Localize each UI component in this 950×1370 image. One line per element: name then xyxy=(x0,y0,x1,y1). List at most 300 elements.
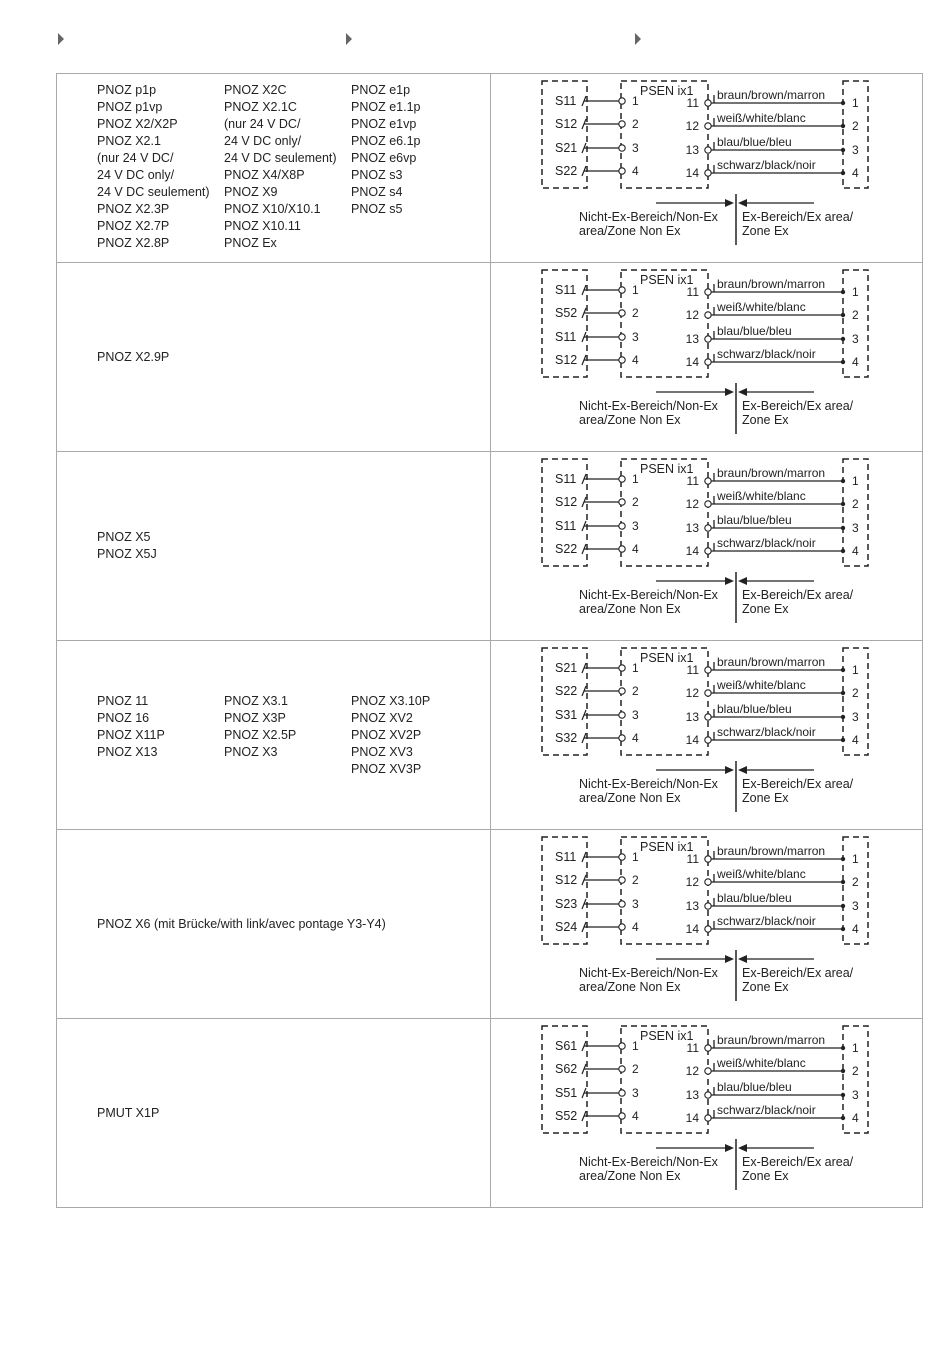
wire-end xyxy=(841,290,845,294)
terminal-contact xyxy=(619,1113,625,1119)
wire-color-label: schwarz/black/noir xyxy=(717,1103,816,1117)
sensor-terminal-number: 14 xyxy=(685,1111,699,1125)
ex-terminal-number: 3 xyxy=(852,899,859,913)
ex-terminal-number: 2 xyxy=(852,1064,859,1078)
terminal-contact xyxy=(619,287,625,293)
wiring-diagram xyxy=(491,830,924,1018)
arrow-head xyxy=(725,388,734,396)
wire-color-label: schwarz/black/noir xyxy=(717,158,816,172)
ex-terminal-number: 4 xyxy=(852,544,859,558)
ex-terminal-number: 1 xyxy=(852,285,859,299)
sensor-terminal-number: 11 xyxy=(686,96,699,110)
sensor-label: PSEN ix1 xyxy=(640,840,694,854)
sensor-terminal-number: 12 xyxy=(685,119,699,133)
arrow-head xyxy=(725,766,734,774)
terminal-contact xyxy=(619,546,625,552)
wire-end xyxy=(841,148,845,152)
device-list-cell xyxy=(57,1019,491,1208)
device-name: PNOZ X2.9P xyxy=(97,350,170,364)
device-name: PNOZ e1vp xyxy=(351,117,417,131)
input-terminal-label: S11 xyxy=(555,472,577,486)
device-name: PNOZ X2.5P xyxy=(224,728,297,742)
wire-end xyxy=(841,101,845,105)
device-terminal-number: 2 xyxy=(632,495,639,509)
device-name: PNOZ X3P xyxy=(224,711,286,725)
wire-color-label: blau/blue/bleu xyxy=(717,891,792,905)
arrow-head xyxy=(725,199,734,207)
terminal-contact xyxy=(705,737,711,743)
wire-color-label: braun/brown/marron xyxy=(717,844,826,858)
device-list-cell xyxy=(57,263,491,452)
input-terminal-label: S21 xyxy=(555,661,578,675)
device-list-cell xyxy=(57,830,491,1019)
device-name: PNOZ XV2P xyxy=(351,728,422,742)
wire-color-label: blau/blue/bleu xyxy=(717,702,792,716)
wire-color-label: braun/brown/marron xyxy=(717,88,826,102)
terminal-contact xyxy=(619,924,625,930)
wire-color-label: braun/brown/marron xyxy=(717,466,826,480)
terminal-contact xyxy=(619,854,625,860)
device-terminal-number: 4 xyxy=(632,920,639,934)
table-row xyxy=(57,830,923,1019)
wire-end xyxy=(841,1069,845,1073)
table-row xyxy=(57,641,923,830)
terminal-contact xyxy=(705,359,711,365)
wire-end xyxy=(841,1116,845,1120)
device-name: PNOZ 11 xyxy=(97,694,149,708)
wire-color-label: blau/blue/bleu xyxy=(717,513,792,527)
terminal-contact xyxy=(705,879,711,885)
device-terminal-number: 4 xyxy=(632,353,639,367)
terminal-contact xyxy=(705,548,711,554)
table-row xyxy=(57,452,923,641)
device-terminal-number: 1 xyxy=(632,850,639,864)
input-terminal-label: S11 xyxy=(555,283,577,297)
terminal-contact xyxy=(619,1043,625,1049)
ex-zone-label: Ex-Bereich/Ex area/ xyxy=(742,1155,854,1169)
wire-color-label: weiß/white/blanc xyxy=(717,111,806,125)
input-terminal-label: S61 xyxy=(555,1039,578,1053)
ex-terminal-number: 1 xyxy=(852,474,859,488)
terminal-contact xyxy=(705,1068,711,1074)
device-name: PNOZ X5 xyxy=(97,530,151,544)
terminal-contact xyxy=(619,688,625,694)
terminal-contact xyxy=(619,901,625,907)
device-terminal-number: 3 xyxy=(632,897,639,911)
wiring-diagram-cell xyxy=(491,452,923,641)
sensor-label: PSEN ix1 xyxy=(640,1029,694,1043)
ex-zone-label: Ex-Bereich/Ex area/ xyxy=(742,966,854,980)
terminal-contact xyxy=(705,147,711,153)
ex-zone-label: Zone Ex xyxy=(742,413,789,427)
device-terminal-number: 4 xyxy=(632,164,639,178)
wiring-diagram-cell xyxy=(491,830,923,1019)
ex-terminal-number: 3 xyxy=(852,143,859,157)
terminal-contact xyxy=(705,1092,711,1098)
device-column xyxy=(97,349,477,366)
wire-color-label: blau/blue/bleu xyxy=(717,324,792,338)
device-list-cell xyxy=(57,641,491,830)
input-terminal-label: S24 xyxy=(555,920,578,934)
ex-terminal-number: 1 xyxy=(852,96,859,110)
ex-zone-label: Ex-Bereich/Ex area/ xyxy=(742,210,854,224)
wiring-diagram-cell xyxy=(491,74,923,263)
device-name: PNOZ X2/X2P xyxy=(97,117,178,131)
device-terminal-number: 2 xyxy=(632,684,639,698)
device-column xyxy=(97,693,224,778)
sensor-label: PSEN ix1 xyxy=(640,651,694,665)
wire-end xyxy=(841,171,845,175)
arrow-head xyxy=(738,766,747,774)
ex-terminal-number: 4 xyxy=(852,166,859,180)
terminal-contact xyxy=(705,525,711,531)
wire-end xyxy=(841,857,845,861)
ex-terminal-number: 2 xyxy=(852,497,859,511)
terminal-contact xyxy=(619,665,625,671)
input-terminal-label: S12 xyxy=(555,495,578,509)
device-name: PNOZ p1p xyxy=(97,83,157,97)
sensor-terminal-number: 12 xyxy=(685,497,699,511)
arrow-head xyxy=(725,1144,734,1152)
sensor-terminal-number: 13 xyxy=(685,1088,699,1102)
sensor-label: PSEN ix1 xyxy=(640,84,694,98)
ex-zone-label: Ex-Bereich/Ex area/ xyxy=(742,777,854,791)
device-terminal-number: 3 xyxy=(632,330,639,344)
terminal-contact xyxy=(705,714,711,720)
sensor-terminal-number: 14 xyxy=(685,355,699,369)
input-terminal-label: S62 xyxy=(555,1062,578,1076)
device-name: (nur 24 V DC/ xyxy=(224,117,301,131)
wire-end xyxy=(841,715,845,719)
sensor-terminal-number: 14 xyxy=(685,733,699,747)
ex-terminal-number: 1 xyxy=(852,663,859,677)
arrow-head xyxy=(738,1144,747,1152)
device-name: PNOZ X4/X8P xyxy=(224,168,305,182)
ex-terminal-number: 4 xyxy=(852,355,859,369)
non-ex-zone-label: area/Zone Non Ex xyxy=(579,980,681,994)
device-column xyxy=(97,82,224,252)
device-name: PNOZ XV3P xyxy=(351,762,422,776)
input-terminal-label: S32 xyxy=(555,731,578,745)
wire-end xyxy=(841,360,845,364)
terminal-contact xyxy=(619,476,625,482)
wire-end xyxy=(841,904,845,908)
ex-terminal-number: 2 xyxy=(852,308,859,322)
device-name: PNOZ X5J xyxy=(97,547,157,561)
sensor-terminal-number: 12 xyxy=(685,1064,699,1078)
device-name: PNOZ e6.1p xyxy=(351,134,421,148)
table-row xyxy=(57,263,923,452)
terminal-contact xyxy=(619,1066,625,1072)
terminal-contact xyxy=(619,310,625,316)
table-row xyxy=(57,74,923,263)
arrow-head xyxy=(725,577,734,585)
wire-color-label: schwarz/black/noir xyxy=(717,347,816,361)
wiring-diagram xyxy=(491,74,924,262)
wire-end xyxy=(841,479,845,483)
device-name: PMUT X1P xyxy=(97,1106,160,1120)
wire-color-label: blau/blue/bleu xyxy=(717,135,792,149)
wire-color-label: schwarz/black/noir xyxy=(717,725,816,739)
device-terminal-number: 2 xyxy=(632,1062,639,1076)
non-ex-zone-label: area/Zone Non Ex xyxy=(579,224,681,238)
input-terminal-label: S12 xyxy=(555,873,578,887)
wire-color-label: braun/brown/marron xyxy=(717,277,826,291)
device-column xyxy=(224,82,351,252)
non-ex-zone-label: area/Zone Non Ex xyxy=(579,791,681,805)
sensor-terminal-number: 12 xyxy=(685,875,699,889)
terminal-contact xyxy=(705,100,711,106)
input-terminal-label: S22 xyxy=(555,684,578,698)
terminal-contact xyxy=(619,168,625,174)
non-ex-zone-label: Nicht-Ex-Bereich/Non-Ex xyxy=(579,777,718,791)
device-name: PNOZ Ex xyxy=(224,236,277,250)
sensor-terminal-number: 13 xyxy=(685,899,699,913)
sensor-terminal-number: 13 xyxy=(685,143,699,157)
device-name: PNOZ X2C xyxy=(224,83,287,97)
device-terminal-number: 3 xyxy=(632,1086,639,1100)
terminal-contact xyxy=(619,877,625,883)
device-name: PNOZ X11P xyxy=(97,728,165,742)
wire-end xyxy=(841,1046,845,1050)
device-name: PNOZ s4 xyxy=(351,185,403,199)
terminal-contact xyxy=(705,926,711,932)
sensor-terminal-number: 11 xyxy=(686,474,699,488)
terminal-contact xyxy=(705,690,711,696)
device-terminal-number: 1 xyxy=(632,94,639,108)
wire-end xyxy=(841,880,845,884)
section-marker-1 xyxy=(58,33,64,45)
sensor-terminal-number: 11 xyxy=(686,285,699,299)
ex-terminal-number: 3 xyxy=(852,332,859,346)
device-terminal-number: 2 xyxy=(632,306,639,320)
device-name: PNOZ X10.11 xyxy=(224,219,301,233)
device-name: 24 V DC seulement) xyxy=(224,151,337,165)
wire-color-label: weiß/white/blanc xyxy=(717,678,806,692)
ex-terminal-number: 3 xyxy=(852,710,859,724)
sensor-terminal-number: 11 xyxy=(686,1041,699,1055)
sensor-terminal-number: 12 xyxy=(685,686,699,700)
device-column xyxy=(351,693,491,778)
arrow-head xyxy=(725,955,734,963)
wire-end xyxy=(841,927,845,931)
device-column xyxy=(97,529,477,563)
wire-end xyxy=(841,549,845,553)
sensor-terminal-number: 12 xyxy=(685,308,699,322)
terminal-contact xyxy=(619,1090,625,1096)
device-name: PNOZ X9 xyxy=(224,185,278,199)
non-ex-zone-label: Nicht-Ex-Bereich/Non-Ex xyxy=(579,1155,718,1169)
device-name: 24 V DC only/ xyxy=(224,134,302,148)
input-terminal-label: S22 xyxy=(555,542,578,556)
device-column xyxy=(224,693,351,778)
input-terminal-label: S21 xyxy=(555,141,578,155)
ex-terminal-number: 3 xyxy=(852,521,859,535)
sensor-terminal-number: 14 xyxy=(685,544,699,558)
device-name: PNOZ e1p xyxy=(351,83,411,97)
device-terminal-number: 4 xyxy=(632,542,639,556)
wiring-diagram xyxy=(491,263,924,451)
input-terminal-label: S51 xyxy=(555,1086,578,1100)
device-name: PNOZ 16 xyxy=(97,711,150,725)
wire-end xyxy=(841,124,845,128)
arrow-head xyxy=(738,577,747,585)
ex-zone-label: Zone Ex xyxy=(742,224,789,238)
input-terminal-label: S11 xyxy=(555,850,577,864)
device-name: PNOZ XV2 xyxy=(351,711,413,725)
device-name: PNOZ p1vp xyxy=(97,100,163,114)
ex-terminal-number: 3 xyxy=(852,1088,859,1102)
device-column xyxy=(97,916,477,933)
ex-terminal-number: 2 xyxy=(852,686,859,700)
device-name: 24 V DC only/ xyxy=(97,168,175,182)
device-name: PNOZ X3.1 xyxy=(224,694,288,708)
arrow-head xyxy=(738,199,747,207)
terminal-contact xyxy=(705,501,711,507)
ex-terminal-number: 2 xyxy=(852,875,859,889)
non-ex-zone-label: Nicht-Ex-Bereich/Non-Ex xyxy=(579,588,718,602)
wire-color-label: weiß/white/blanc xyxy=(717,489,806,503)
device-terminal-number: 4 xyxy=(632,1109,639,1123)
terminal-contact xyxy=(619,357,625,363)
sensor-label: PSEN ix1 xyxy=(640,462,694,476)
device-terminal-number: 1 xyxy=(632,283,639,297)
wire-color-label: weiß/white/blanc xyxy=(717,867,806,881)
ex-terminal-number: 4 xyxy=(852,733,859,747)
terminal-contact xyxy=(705,478,711,484)
wiring-diagram-cell xyxy=(491,1019,923,1208)
terminal-contact xyxy=(619,499,625,505)
non-ex-zone-label: area/Zone Non Ex xyxy=(579,413,681,427)
sensor-terminal-number: 11 xyxy=(686,663,699,677)
terminal-contact xyxy=(619,121,625,127)
device-terminal-number: 4 xyxy=(632,731,639,745)
wire-color-label: schwarz/black/noir xyxy=(717,536,816,550)
wire-end xyxy=(841,502,845,506)
wiring-diagram-cell xyxy=(491,641,923,830)
terminal-contact xyxy=(705,903,711,909)
device-name: PNOZ X2.8P xyxy=(97,236,170,250)
wire-color-label: schwarz/black/noir xyxy=(717,914,816,928)
device-column xyxy=(97,1105,477,1122)
sensor-terminal-number: 14 xyxy=(685,166,699,180)
terminal-contact xyxy=(619,334,625,340)
device-terminal-number: 3 xyxy=(632,141,639,155)
device-column xyxy=(351,82,491,252)
terminal-contact xyxy=(705,1045,711,1051)
input-terminal-label: S11 xyxy=(555,519,577,533)
non-ex-zone-label: Nicht-Ex-Bereich/Non-Ex xyxy=(579,966,718,980)
input-terminal-label: S11 xyxy=(555,330,577,344)
device-name: 24 V DC seulement) xyxy=(97,185,210,199)
ex-zone-label: Ex-Bereich/Ex area/ xyxy=(742,399,854,413)
section-marker-3 xyxy=(635,33,641,45)
input-terminal-label: S23 xyxy=(555,897,578,911)
sensor-label: PSEN ix1 xyxy=(640,273,694,287)
device-name: (nur 24 V DC/ xyxy=(97,151,174,165)
device-name: PNOZ X3 xyxy=(224,745,278,759)
input-terminal-label: S31 xyxy=(555,708,578,722)
input-terminal-label: S11 xyxy=(555,94,577,108)
device-name: PNOZ X2.3P xyxy=(97,202,170,216)
input-terminal-label: S22 xyxy=(555,164,578,178)
device-name: PNOZ X10/X10.1 xyxy=(224,202,321,216)
device-name: PNOZ X2.7P xyxy=(97,219,170,233)
device-list-cell xyxy=(57,452,491,641)
device-name: PNOZ e6vp xyxy=(351,151,417,165)
device-name: PNOZ XV3 xyxy=(351,745,413,759)
device-terminal-number: 3 xyxy=(632,708,639,722)
arrow-head xyxy=(738,955,747,963)
ex-terminal-number: 4 xyxy=(852,1111,859,1125)
ex-zone-label: Zone Ex xyxy=(742,980,789,994)
ex-terminal-number: 1 xyxy=(852,852,859,866)
non-ex-zone-label: Nicht-Ex-Bereich/Non-Ex xyxy=(579,210,718,224)
wire-end xyxy=(841,313,845,317)
device-name: PNOZ X6 (mit Brücke/with link/avec pontage Y3-Y4) xyxy=(97,917,386,931)
wire-end xyxy=(841,337,845,341)
input-terminal-label: S52 xyxy=(555,1109,578,1123)
terminal-contact xyxy=(619,735,625,741)
terminal-contact xyxy=(619,98,625,104)
sensor-terminal-number: 13 xyxy=(685,710,699,724)
terminal-contact xyxy=(705,856,711,862)
device-terminal-number: 2 xyxy=(632,873,639,887)
ex-terminal-number: 2 xyxy=(852,119,859,133)
arrow-head xyxy=(738,388,747,396)
device-terminal-number: 3 xyxy=(632,519,639,533)
terminal-contact xyxy=(705,170,711,176)
wire-end xyxy=(841,526,845,530)
device-terminal-number: 2 xyxy=(632,117,639,131)
wire-color-label: weiß/white/blanc xyxy=(717,1056,806,1070)
device-name: PNOZ X2.1C xyxy=(224,100,297,114)
device-name: PNOZ e1.1p xyxy=(351,100,421,114)
terminal-contact xyxy=(705,1115,711,1121)
terminal-contact xyxy=(619,145,625,151)
device-name: PNOZ X13 xyxy=(97,745,158,759)
device-name: PNOZ X2.1 xyxy=(97,134,161,148)
terminal-contact xyxy=(619,712,625,718)
wire-color-label: braun/brown/marron xyxy=(717,1033,826,1047)
ex-zone-label: Zone Ex xyxy=(742,791,789,805)
device-list-cell xyxy=(57,74,491,263)
wire-end xyxy=(841,691,845,695)
wiring-diagram xyxy=(491,1019,924,1207)
input-terminal-label: S12 xyxy=(555,353,578,367)
sensor-terminal-number: 11 xyxy=(686,852,699,866)
wire-color-label: blau/blue/bleu xyxy=(717,1080,792,1094)
wire-end xyxy=(841,1093,845,1097)
terminal-contact xyxy=(705,312,711,318)
terminal-contact xyxy=(705,123,711,129)
wiring-diagram xyxy=(491,452,924,640)
device-name: PNOZ s3 xyxy=(351,168,403,182)
device-terminal-number: 1 xyxy=(632,472,639,486)
terminal-contact xyxy=(619,523,625,529)
device-name: PNOZ X3.10P xyxy=(351,694,431,708)
sensor-terminal-number: 13 xyxy=(685,332,699,346)
device-name: PNOZ s5 xyxy=(351,202,403,216)
sensor-terminal-number: 13 xyxy=(685,521,699,535)
wire-end xyxy=(841,668,845,672)
non-ex-zone-label: area/Zone Non Ex xyxy=(579,602,681,616)
wiring-table xyxy=(56,73,923,1208)
terminal-contact xyxy=(705,336,711,342)
wiring-diagram-cell xyxy=(491,263,923,452)
ex-terminal-number: 1 xyxy=(852,1041,859,1055)
input-terminal-label: S12 xyxy=(555,117,578,131)
